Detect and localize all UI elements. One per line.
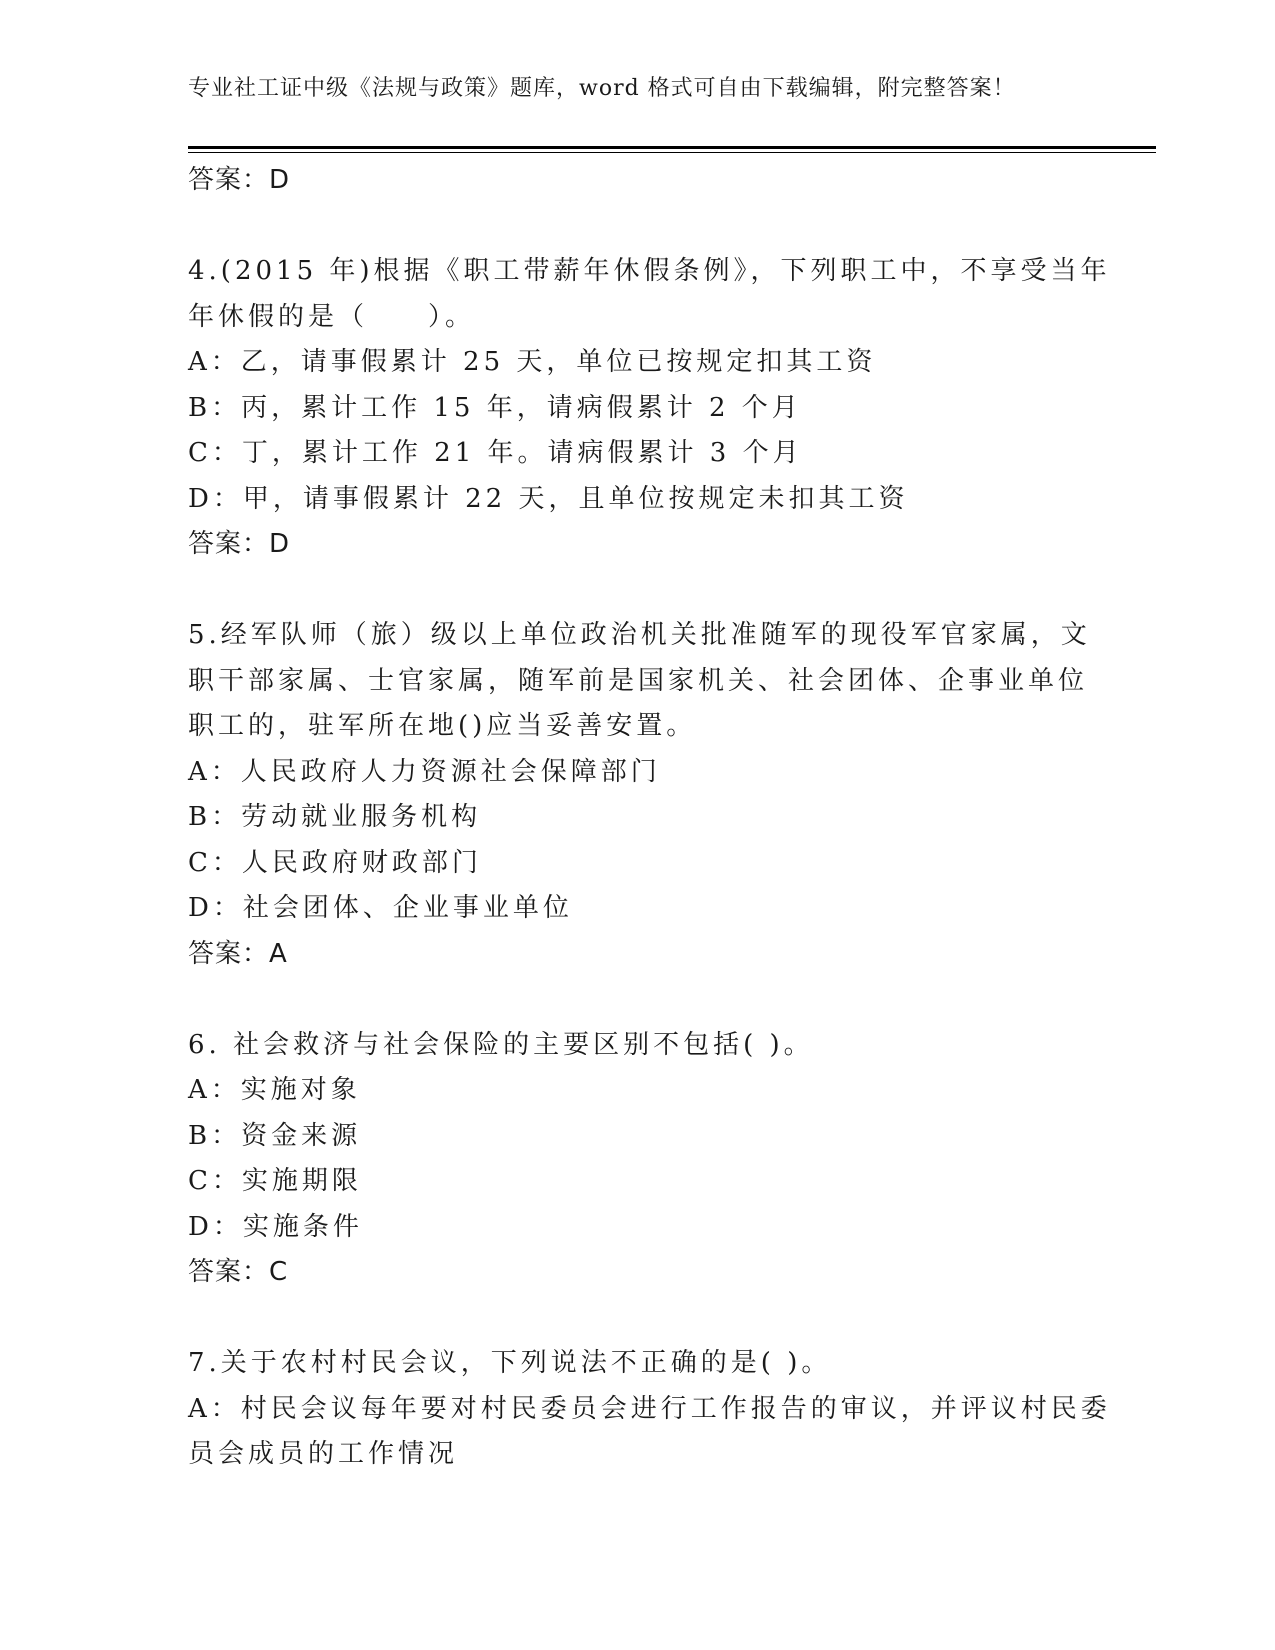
option-a: A：人民政府人力资源社会保障部门 [188, 756, 661, 787]
question-stem-line: 4.(2015 年)根据《职工带薪年休假条例》，下列职工中，不享受当年 [188, 256, 1111, 286]
question-list [188, 158, 1111, 1478]
header-rule-thin [188, 152, 1156, 153]
option-b: B：丙，累计工作 15 年，请病假累计 2 个月 [188, 392, 802, 423]
question-5 [188, 613, 1091, 977]
option-d: D：甲，请事假累计 22 天，且单位按规定未扣其工资 [188, 483, 909, 514]
option-b: B：劳动就业服务机构 [188, 802, 482, 832]
header-rule-thick [188, 146, 1156, 149]
question-stem-line: 职干部家属、士官家属，随军前是国家机关、社会团体、企事业单位 [188, 665, 1089, 696]
option-b: B：资金来源 [188, 1120, 362, 1151]
spacer [188, 204, 1088, 250]
answer-line: 答案：A [188, 938, 288, 969]
option-c: C：人民政府财政部门 [188, 847, 482, 878]
option-a: A：乙，请事假累计 25 天，单位已按规定扣其工资 [188, 347, 877, 377]
page-header: 专业社工证中级《法规与政策》题库，word 格式可自由下载编辑，附完整答案！ [188, 76, 1016, 101]
question-stem-line: 职工的，驻军所在地()应当妥善安置。 [188, 711, 697, 741]
option-d: D：实施条件 [188, 1211, 363, 1242]
option-a: A：村民会议每年要对村民委员会进行工作报告的审议，并评议村民委 [188, 1393, 1111, 1424]
answer-line: 答案：D [188, 529, 291, 559]
option-c: C：实施期限 [188, 1166, 362, 1196]
question-stem-line: 年休假的是（ ）。 [188, 301, 476, 332]
question-6 [188, 1023, 1088, 1296]
spacer [188, 568, 1088, 614]
answer-line: 答案：C [188, 1257, 289, 1287]
option-d: D：社会团体、企业事业单位 [188, 893, 573, 923]
option-a: A：实施对象 [188, 1075, 361, 1105]
question-stem-line: 5.经军队师（旅）级以上单位政治机关批准随军的现役军官家属，文 [188, 620, 1091, 650]
question-stem-line: 7.关于农村村民会议，下列说法不正确的是( )。 [188, 1348, 832, 1378]
question-4 [188, 249, 1111, 568]
question-7 [188, 1341, 1111, 1478]
answer-line: 答案：D [188, 165, 291, 195]
spacer [188, 977, 1088, 1023]
question-stem-line: 6. 社会救济与社会保险的主要区别不包括( )。 [188, 1029, 814, 1060]
spacer [188, 1296, 1088, 1342]
option-a-continued: 员会成员的工作情况 [188, 1439, 459, 1469]
option-c: C：丁，累计工作 21 年。请病假累计 3 个月 [188, 438, 803, 468]
